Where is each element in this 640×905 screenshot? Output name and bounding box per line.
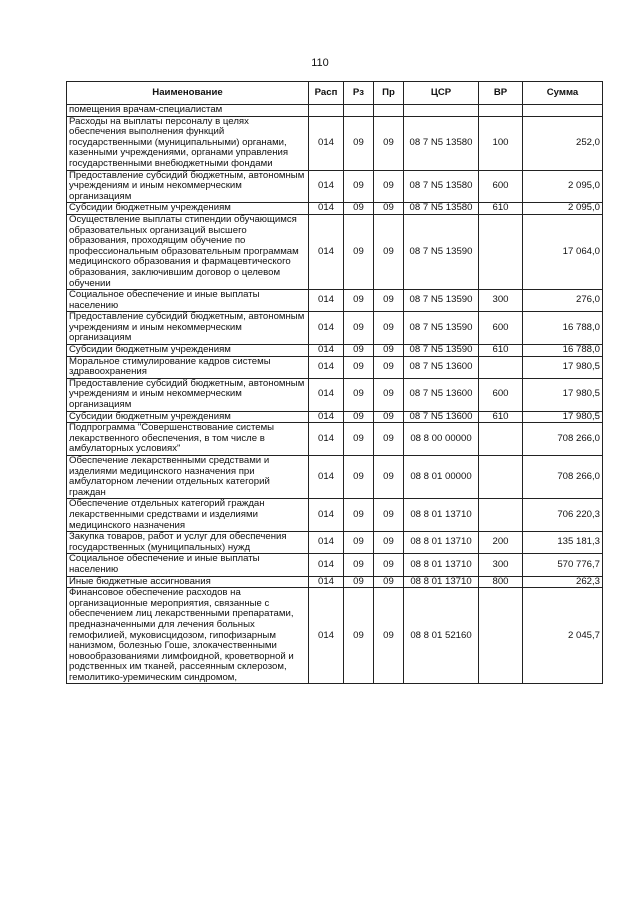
row-vr-cell: 300: [479, 554, 523, 576]
row-csr-cell: 08 8 01 13710: [404, 499, 479, 532]
row-sum-cell: 135 181,3: [523, 532, 603, 554]
table-row: [67, 411, 603, 423]
row-rz-cell: 09: [344, 588, 374, 684]
row-csr-cell: 08 7 N5 13600: [404, 378, 479, 411]
row-name-cell: Обеспечение отдельных категорий граждан лекарственными средствами и изделиями медицинского назначения: [67, 499, 309, 532]
row-pr-cell: 09: [374, 554, 404, 576]
row-sum-cell: 708 266,0: [523, 423, 603, 456]
row-csr-cell: 08 8 01 13710: [404, 532, 479, 554]
table-row: [67, 423, 603, 456]
row-sum-cell: 17 980,5: [523, 356, 603, 378]
row-vr-cell: 800: [479, 576, 523, 588]
row-rasp-cell: 014: [309, 554, 344, 576]
row-rz-cell: 09: [344, 411, 374, 423]
row-rz-cell: 09: [344, 214, 374, 289]
table-row: [67, 214, 603, 289]
row-csr-cell: 08 8 01 00000: [404, 456, 479, 499]
row-rz-cell: 09: [344, 345, 374, 357]
row-sum-cell: 706 220,3: [523, 499, 603, 532]
row-csr-cell: 08 7 N5 13580: [404, 116, 479, 170]
row-rasp-cell: 014: [309, 576, 344, 588]
row-rasp-cell: 014: [309, 312, 344, 345]
row-name-cell: Закупка товаров, работ и услуг для обеспечения государственных (муниципальных) нужд: [67, 532, 309, 554]
row-pr-cell: 09: [374, 576, 404, 588]
row-csr-cell: 08 8 01 13710: [404, 576, 479, 588]
row-pr-cell: 09: [374, 214, 404, 289]
row-vr-cell: [479, 356, 523, 378]
row-rz-cell: 09: [344, 554, 374, 576]
column-header-pr: Пр: [374, 82, 404, 105]
table-row: [67, 554, 603, 576]
row-rasp-cell: 014: [309, 356, 344, 378]
row-rz-cell: [344, 105, 374, 117]
row-rz-cell: 09: [344, 290, 374, 312]
row-rz-cell: 09: [344, 356, 374, 378]
row-rasp-cell: 014: [309, 411, 344, 423]
row-vr-cell: 610: [479, 345, 523, 357]
row-rasp-cell: 014: [309, 588, 344, 684]
row-rz-cell: 09: [344, 532, 374, 554]
row-name-cell: Иные бюджетные ассигнования: [67, 576, 309, 588]
page-number: 110: [311, 57, 329, 69]
table-row: [67, 170, 603, 203]
row-name-cell: Моральное стимулирование кадров системы здравоохранения: [67, 356, 309, 378]
row-name-cell: Предоставление субсидий бюджетным, автономным учреждениям и иным некоммерческим организациям: [67, 378, 309, 411]
table-row: [67, 203, 603, 215]
row-name-cell: Осуществление выплаты стипендии обучающимся образовательных организаций высшего образования, проходящим обучение по профессиональным образовательным программам медицинского образования и фармацевтического образования, заключившим договор о целевом обучении: [67, 214, 309, 289]
row-vr-cell: 610: [479, 203, 523, 215]
column-header-vr: ВР: [479, 82, 523, 105]
row-csr-cell: 08 8 01 13710: [404, 554, 479, 576]
row-csr-cell: 08 7 N5 13600: [404, 356, 479, 378]
row-rz-cell: 09: [344, 576, 374, 588]
row-csr-cell: 08 7 N5 13590: [404, 312, 479, 345]
row-sum-cell: 16 788,0: [523, 345, 603, 357]
row-vr-cell: 600: [479, 170, 523, 203]
row-sum-cell: 17 980,5: [523, 411, 603, 423]
row-rasp-cell: 014: [309, 290, 344, 312]
row-pr-cell: 09: [374, 588, 404, 684]
row-pr-cell: 09: [374, 290, 404, 312]
row-name-cell: Социальное обеспечение и иные выплаты населению: [67, 554, 309, 576]
row-rasp-cell: 014: [309, 214, 344, 289]
row-vr-cell: 100: [479, 116, 523, 170]
row-name-cell: Субсидии бюджетным учреждениям: [67, 411, 309, 423]
row-rz-cell: 09: [344, 378, 374, 411]
row-pr-cell: 09: [374, 170, 404, 203]
table-header-row: [67, 82, 603, 105]
row-name-cell: Предоставление субсидий бюджетным, автономным учреждениям и иным некоммерческим организациям: [67, 312, 309, 345]
column-header-rz: Рз: [344, 82, 374, 105]
table-row: [67, 345, 603, 357]
row-vr-cell: 200: [479, 532, 523, 554]
row-pr-cell: 09: [374, 378, 404, 411]
row-rasp-cell: 014: [309, 499, 344, 532]
row-rz-cell: 09: [344, 456, 374, 499]
row-csr-cell: 08 7 N5 13580: [404, 170, 479, 203]
row-name-cell: Обеспечение лекарственными средствами и изделиями медицинского назначения при амбулаторном лечении отдельных категорий граждан: [67, 456, 309, 499]
row-rasp-cell: 014: [309, 116, 344, 170]
column-header-name: Наименование: [67, 82, 309, 105]
row-csr-cell: 08 7 N5 13600: [404, 411, 479, 423]
row-vr-cell: 600: [479, 312, 523, 345]
row-name-cell: Субсидии бюджетным учреждениям: [67, 345, 309, 357]
row-rasp-cell: 014: [309, 203, 344, 215]
row-pr-cell: 09: [374, 116, 404, 170]
row-rasp-cell: 014: [309, 345, 344, 357]
row-vr-cell: [479, 423, 523, 456]
row-vr-cell: [479, 456, 523, 499]
row-pr-cell: 09: [374, 411, 404, 423]
column-header-csr: ЦСР: [404, 82, 479, 105]
budget-table: [66, 81, 603, 684]
table-row: [67, 312, 603, 345]
row-pr-cell: 09: [374, 203, 404, 215]
row-vr-cell: [479, 499, 523, 532]
table-row: [67, 378, 603, 411]
row-sum-cell: 2 045,7: [523, 588, 603, 684]
row-rz-cell: 09: [344, 170, 374, 203]
row-csr-cell: [404, 105, 479, 117]
row-pr-cell: 09: [374, 312, 404, 345]
row-vr-cell: [479, 105, 523, 117]
row-sum-cell: 16 788,0: [523, 312, 603, 345]
row-csr-cell: 08 7 N5 13590: [404, 290, 479, 312]
row-vr-cell: 300: [479, 290, 523, 312]
table-row: [67, 456, 603, 499]
row-sum-cell: 17 064,0: [523, 214, 603, 289]
row-sum-cell: 2 095,0: [523, 203, 603, 215]
row-vr-cell: 610: [479, 411, 523, 423]
row-sum-cell: 708 266,0: [523, 456, 603, 499]
row-rasp-cell: [309, 105, 344, 117]
row-csr-cell: 08 8 01 52160: [404, 588, 479, 684]
row-csr-cell: 08 7 N5 13590: [404, 345, 479, 357]
row-rasp-cell: 014: [309, 423, 344, 456]
table-row: [67, 290, 603, 312]
row-pr-cell: 09: [374, 345, 404, 357]
row-sum-cell: 252,0: [523, 116, 603, 170]
row-rz-cell: 09: [344, 499, 374, 532]
row-csr-cell: 08 8 00 00000: [404, 423, 479, 456]
row-sum-cell: 570 776,7: [523, 554, 603, 576]
table-row: [67, 532, 603, 554]
row-rz-cell: 09: [344, 423, 374, 456]
row-vr-cell: [479, 214, 523, 289]
column-header-rasp: Расп: [309, 82, 344, 105]
row-name-cell: Предоставление субсидий бюджетным, автономным учреждениям и иным некоммерческим организациям: [67, 170, 309, 203]
row-pr-cell: 09: [374, 456, 404, 499]
table-row: [67, 105, 603, 117]
row-sum-cell: 276,0: [523, 290, 603, 312]
row-rasp-cell: 014: [309, 170, 344, 203]
row-rasp-cell: 014: [309, 378, 344, 411]
row-vr-cell: 600: [479, 378, 523, 411]
row-name-cell: Субсидии бюджетным учреждениям: [67, 203, 309, 215]
row-vr-cell: [479, 588, 523, 684]
column-header-sum: Сумма: [523, 82, 603, 105]
row-name-cell: помещения врачам-специалистам: [67, 105, 309, 117]
row-name-cell: Финансовое обеспечение расходов на организационные мероприятия, связанные с обеспечением лиц лекарственными препаратами, предназначенными для лечения больных гемофилией, муковисцидозом, гипофизарным нанизмом, болезнью Гоше, злокачественными новообразованиями лимфоидной, кроветворной и родственных им тканей, рассеянным склерозом, гемолитико-уремическим синдромом,: [67, 588, 309, 684]
table-row: [67, 116, 603, 170]
row-rz-cell: 09: [344, 203, 374, 215]
table-row: [67, 499, 603, 532]
row-sum-cell: 17 980,5: [523, 378, 603, 411]
row-pr-cell: 09: [374, 499, 404, 532]
row-rz-cell: 09: [344, 312, 374, 345]
table-row: [67, 588, 603, 684]
row-sum-cell: [523, 105, 603, 117]
row-name-cell: Социальное обеспечение и иные выплаты населению: [67, 290, 309, 312]
row-rasp-cell: 014: [309, 532, 344, 554]
row-sum-cell: 262,3: [523, 576, 603, 588]
row-csr-cell: 08 7 N5 13590: [404, 214, 479, 289]
table-row: [67, 576, 603, 588]
row-rasp-cell: 014: [309, 456, 344, 499]
row-name-cell: Расходы на выплаты персоналу в целях обеспечения выполнения функций государственными (муниципальными) органами, казенными учреждениями, органами управления государственными внебюджетными фондами: [67, 116, 309, 170]
row-name-cell: Подпрограмма "Совершенствование системы лекарственного обеспечения, в том числе в амбулаторных условиях": [67, 423, 309, 456]
row-pr-cell: 09: [374, 423, 404, 456]
row-rz-cell: 09: [344, 116, 374, 170]
row-csr-cell: 08 7 N5 13580: [404, 203, 479, 215]
row-pr-cell: 09: [374, 532, 404, 554]
table-row: [67, 356, 603, 378]
row-pr-cell: [374, 105, 404, 117]
row-sum-cell: 2 095,0: [523, 170, 603, 203]
row-pr-cell: 09: [374, 356, 404, 378]
